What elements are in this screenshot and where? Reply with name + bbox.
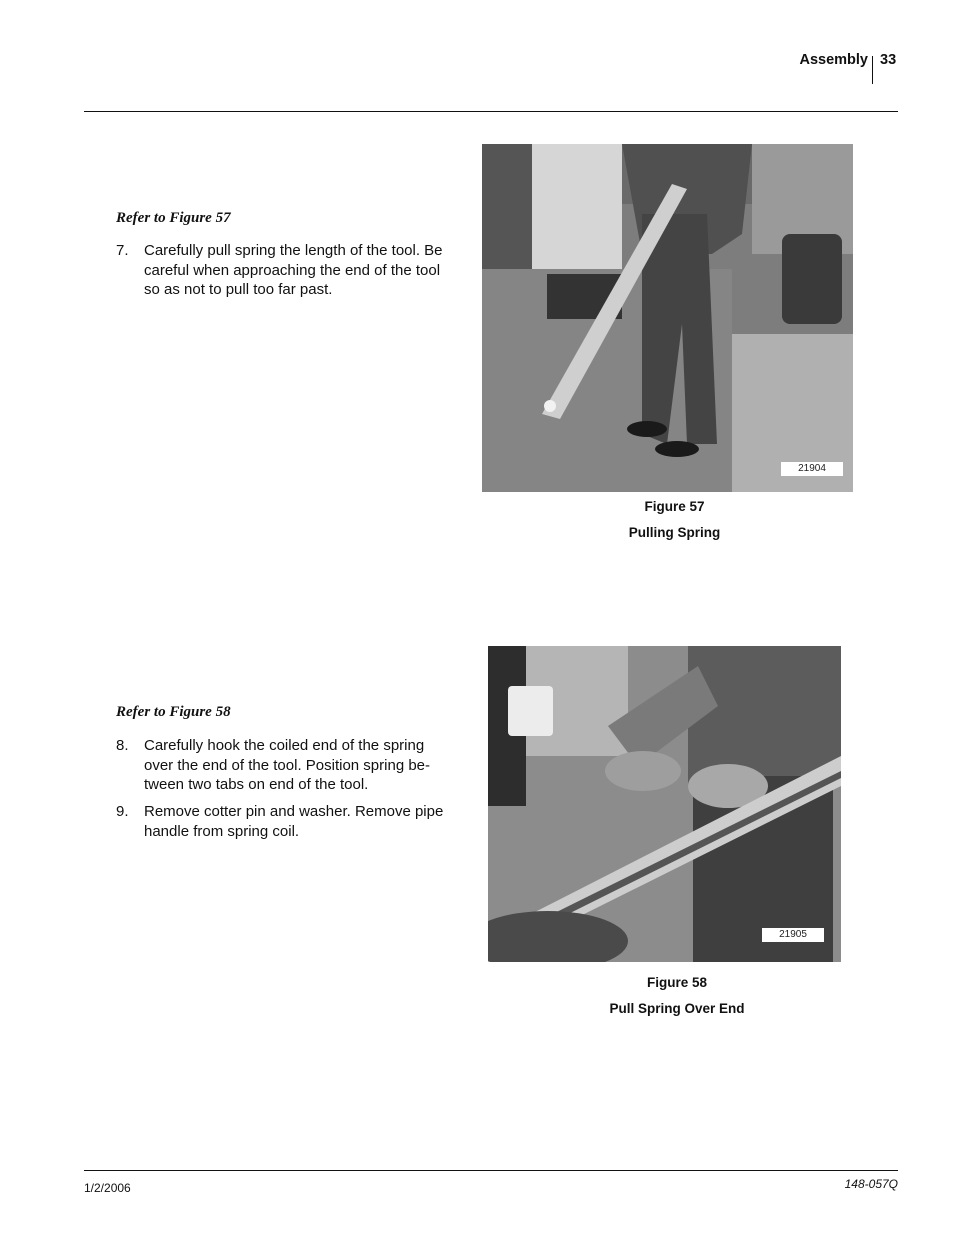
- figure-57-title: Pulling Spring: [628, 525, 721, 540]
- step-9: [116, 802, 456, 841]
- pull-spring-over-end-photo: [488, 646, 841, 962]
- refer-figure-58: Refer to Figure 58: [116, 704, 231, 720]
- step-number: 7.: [116, 242, 129, 259]
- photo-id-label: 21905: [762, 928, 824, 942]
- figure-58-label: Figure 58: [646, 975, 708, 990]
- step-text: Carefully hook the coiled end of the spring over the end of the tool. Position spring be-tween two tabs on end of the tool.: [144, 737, 431, 793]
- figure-57-photo: [482, 144, 853, 492]
- header-divider: [872, 56, 873, 84]
- header-section-title: Assembly: [799, 52, 868, 68]
- footer-date: 1/2/2006: [84, 1181, 131, 1195]
- step-8: [116, 736, 456, 795]
- step-text: Carefully pull spring the length of the tool. Be careful when approaching the end of the tool so as not to pull too far past.: [144, 242, 443, 298]
- photo-id-label: 21904: [781, 462, 843, 476]
- footer-rule: [84, 1170, 898, 1171]
- figure-57-label: Figure 57: [644, 499, 705, 514]
- figure-58-photo: [488, 646, 841, 962]
- refer-figure-57: Refer to Figure 57: [116, 210, 231, 226]
- step-7: [116, 241, 456, 300]
- figure-58-title: Pull Spring Over End: [609, 1001, 745, 1016]
- pulling-spring-photo: [482, 144, 853, 492]
- header-rule: [84, 111, 898, 112]
- page-number: 33: [880, 52, 897, 68]
- footer-doc-number: 148-057Q: [844, 1177, 898, 1191]
- step-text: Remove cotter pin and washer. Remove pipe handle from spring coil.: [144, 803, 444, 840]
- step-number: 9.: [116, 803, 129, 820]
- step-number: 8.: [116, 737, 129, 754]
